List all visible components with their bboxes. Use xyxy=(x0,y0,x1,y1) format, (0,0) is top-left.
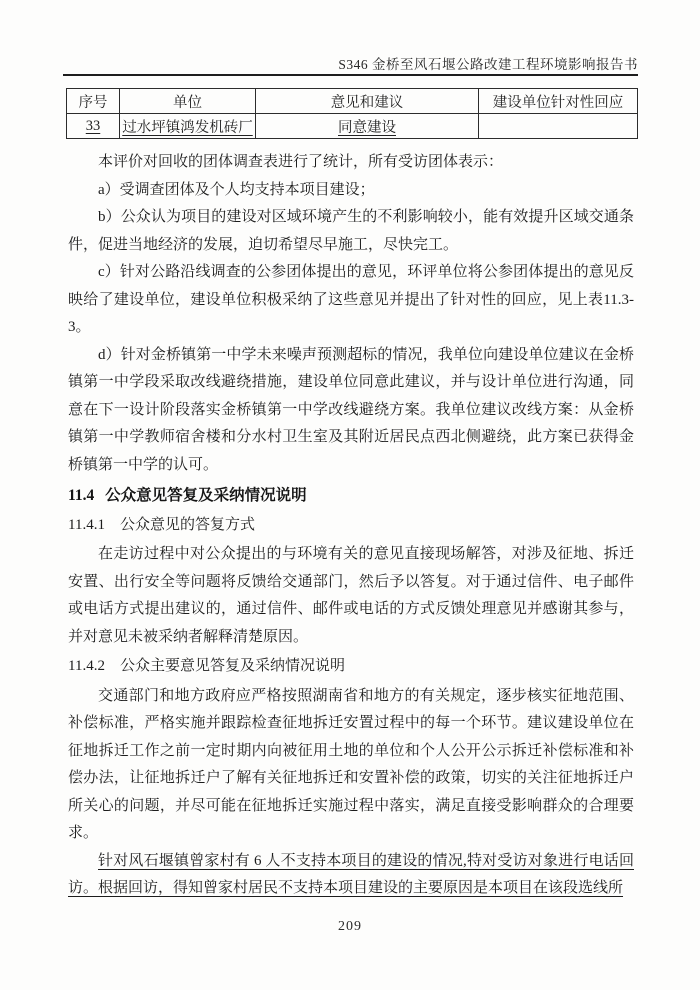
table-header-row xyxy=(67,89,638,114)
paragraph-summary: 本评价对回收的团体调查表进行了统计，所有受访团体表示： xyxy=(98,154,504,170)
cell-response xyxy=(479,114,638,139)
header-rule xyxy=(63,74,638,76)
paragraph-item-d: d）针对金桥镇第一中学未来噪声预测超标的情况，我单位向建设单位建议在金桥镇第一中学段采取改线避绕措施，建设单位同意此建议，并与设计单位进行沟通，同意在下一设计阶段落实金桥镇第一中学改线避绕方案。我单位建议改线方案：从金桥镇第一中学教师宿舍楼和分水村卫生室及其附近居民点西北侧避绕，此方案已获得金桥镇第一中学的认可。 xyxy=(68,346,634,473)
paragraph-land-acquisition: 交通部门和地方政府应严格按照湖南省和地方的有关规定，逐步核实征地范围、补偿标准，严格实施并跟踪检查征地拆迁安置过程中的每一个环节。建议建设单位在征地拆迁工作之前一定时期内向被征用土地的单位和个人公开公示拆迁补偿标准和补偿办法，让征地拆迁户了解有关征地拆迁和安置补偿的政策，切实的关注征地拆迁户所关心的问题，并尽可能在征地拆迁实施过程中落实，满足直接受影响群众的合理要求。 xyxy=(68,687,634,841)
page-number: 209 xyxy=(338,919,362,934)
cell-row-no: 33 xyxy=(67,114,120,139)
column-header-no: 序号 xyxy=(67,89,120,114)
paragraph-reply-method: 在走访过程中对公众提出的与环境有关的意见直接现场解答，对涉及征地、拆迁安置、出行安全等问题将反馈给交通部门，然后予以答复。对于通过信件、电子邮件或电话方式提出建议的，通过信件、邮件或电话的方式反馈处理意见并感谢其参与，并对意见未被采纳者解释清楚原因。 xyxy=(68,546,634,645)
section-number: 11.4 xyxy=(68,487,95,504)
paragraph-followup-underlined: 针对风石堰镇曾家村有 6 人不支持本项目的建设的情况,特对受访对象进行电话回访。根据回访，得知曾家村居民不支持本项目建设的主要原因是本项目在该段选线所 xyxy=(68,852,634,896)
section-heading-11-4 xyxy=(68,482,634,510)
public-opinion-table xyxy=(66,88,638,139)
section-title: 公众意见的答复方式 xyxy=(119,516,255,533)
column-header-unit: 单位 xyxy=(120,89,256,114)
column-header-opinion: 意见和建议 xyxy=(256,89,479,114)
section-number: 11.4.2 xyxy=(68,658,105,674)
column-header-response: 建设单位针对性回应 xyxy=(479,89,638,114)
section-title: 公众主要意见答复及采纳情况说明 xyxy=(119,658,345,674)
section-heading-11-4-1 xyxy=(68,512,634,540)
cell-unit: 过水坪镇鸿发机砖厂 xyxy=(120,114,256,139)
paragraph-item-a: a）受调查团体及个人均支持本项目建设； xyxy=(98,181,375,198)
running-header-title: S346 金桥至风石堰公路改建工程环境影响报告书 xyxy=(338,57,638,72)
section-title: 公众意见答复及采纳情况说明 xyxy=(105,487,307,504)
paragraph-item-b: b）公众认为项目的建设对区域环境产生的不利影响较小，能有效提升区域交通条件，促进当地经济的发展，迫切希望尽早施工，尽快完工。 xyxy=(68,209,634,253)
document-body xyxy=(68,149,634,903)
paragraph-item-c: c）针对公路沿线调查的公参团体提出的意见，环评单位将公参团体提出的意见反映给了建设单位，建设单位积极采纳了这些意见并提出了针对性的回应，见上表11.3-3。 xyxy=(68,264,634,335)
section-number: 11.4.1 xyxy=(68,516,105,533)
cell-opinion: 同意建设 xyxy=(256,114,479,139)
table-row xyxy=(67,114,638,139)
section-heading-11-4-2 xyxy=(68,653,634,681)
